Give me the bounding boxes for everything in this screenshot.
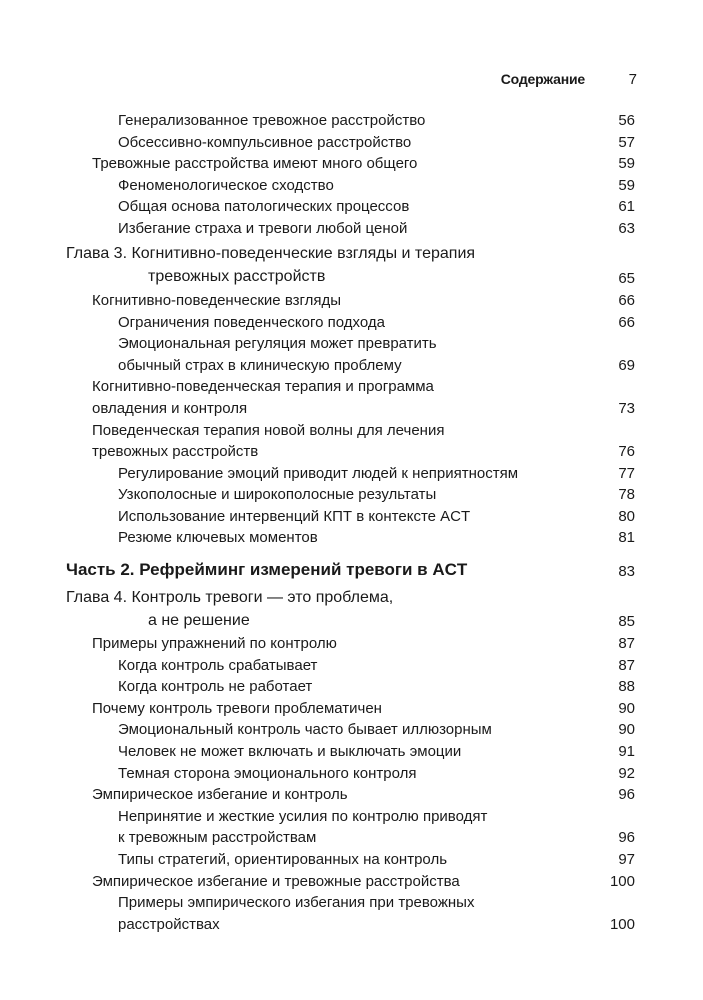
toc-page-number: 100 (609, 873, 635, 890)
toc-entry (118, 218, 407, 239)
toc-page-number: 85 (618, 613, 635, 630)
toc-entry-text: Общая основа патологических процессов (118, 198, 410, 215)
toc-entry (118, 312, 385, 333)
toc-entry (118, 763, 416, 784)
toc-entry (92, 698, 382, 719)
toc-entry (118, 506, 470, 527)
toc-page-number: 66 (618, 292, 635, 309)
toc-entry-text: Ограничения поведенческого подхода (118, 314, 385, 331)
toc-page-number: 76 (618, 443, 635, 460)
toc-entry-continuation (118, 355, 402, 376)
toc-entry-text: расстройствах (118, 916, 220, 933)
toc-entry-text: Поведенческая терапия новой волны для лечения (92, 422, 445, 439)
toc-entry-text: а не решение (148, 612, 250, 629)
toc-entry (118, 676, 312, 697)
header-page-number: 7 (628, 71, 637, 88)
toc-chapter-heading (66, 243, 475, 264)
toc-entry-text: Примеры упражнений по контролю (92, 635, 337, 652)
toc-page-number: 73 (618, 400, 635, 417)
header-title: Содержание (500, 71, 585, 87)
toc-page-number: 91 (618, 743, 635, 760)
toc-entry-text: к тревожным расстройствам (118, 829, 317, 846)
toc-chapter-heading (66, 587, 393, 608)
toc-page-number: 81 (618, 529, 635, 546)
toc-page-number: 63 (618, 220, 635, 237)
toc-entry-text: Часть 2. Рефрейминг измерений тревоги в ACT (66, 560, 468, 579)
toc-chapter-heading-continuation (148, 610, 250, 631)
toc-entry-text: Эмоциональная регуляция может превратить (118, 335, 437, 352)
toc-page-number: 87 (618, 657, 635, 674)
toc-entry-text: обычный страх в клиническую проблему (118, 357, 402, 374)
toc-entry (118, 655, 317, 676)
toc-entry-text: Непринятие и жесткие усилия по контролю приводят (118, 808, 488, 825)
toc-entry (118, 175, 334, 196)
toc-entry (92, 376, 434, 397)
toc-page-number: 90 (618, 721, 635, 738)
toc-page-number: 65 (618, 270, 635, 287)
toc-entry (118, 463, 518, 484)
toc-entry (118, 849, 447, 870)
toc-page-number: 66 (618, 314, 635, 331)
toc-entry-continuation (92, 441, 258, 462)
toc-entry (92, 784, 348, 805)
toc-entry-continuation (118, 914, 220, 935)
toc-entry (118, 196, 409, 217)
toc-entry (92, 153, 417, 174)
toc-page-number: 57 (618, 134, 635, 151)
toc-page-number: 56 (618, 112, 635, 129)
toc-entry-text: Узкополосные и широкополосные результаты (118, 486, 437, 503)
toc-entry-text: Эмоциональный контроль часто бывает иллюзорным (118, 721, 492, 738)
toc-entry-text: овладения и контроля (92, 400, 248, 417)
toc-page-number: 96 (618, 829, 635, 846)
toc-entry-text: Резюме ключевых моментов (118, 529, 318, 546)
toc-entry-text: Когнитивно-поведенческая терапия и программа (92, 378, 434, 395)
toc-entry-text: Обсессивно-компульсивное расстройство (118, 134, 412, 151)
toc-entry-text: Генерализованное тревожное расстройство (118, 112, 426, 129)
toc-entry-text: тревожных расстройств (92, 443, 259, 460)
toc-entry (118, 484, 436, 505)
toc-entry-text: Когда контроль срабатывает (118, 657, 318, 674)
toc-entry-text: Эмпирическое избегание и тревожные расстройства (92, 873, 460, 890)
toc-entry-text: Темная сторона эмоционального контроля (118, 765, 417, 782)
toc-entry-continuation (92, 398, 247, 419)
toc-entry-text: Избегание страха и тревоги любой ценой (118, 220, 408, 237)
toc-entry (92, 633, 337, 654)
toc-entry-text: Когнитивно-поведенческие взгляды (92, 292, 342, 309)
toc-entry-text: Почему контроль тревоги проблематичен (92, 700, 382, 717)
toc-entry (92, 290, 341, 311)
toc-entry-text: Эмпирическое избегание и контроль (92, 786, 348, 803)
toc-page-number: 100 (609, 916, 635, 933)
toc-entry (92, 420, 444, 441)
toc-entry (118, 132, 411, 153)
toc-page-number: 69 (618, 357, 635, 374)
toc-part-heading (66, 559, 467, 581)
toc-page-number: 83 (618, 563, 635, 580)
toc-entry (118, 806, 487, 827)
toc-page-number: 59 (618, 177, 635, 194)
toc-entry-text: Примеры эмпирического избегания при тревожных (118, 894, 475, 911)
toc-entry-text: Регулирование эмоций приводит людей к неприятностям (118, 465, 519, 482)
toc-chapter-heading-continuation (148, 266, 325, 287)
toc-page-number: 78 (618, 486, 635, 503)
toc-entry (118, 333, 437, 354)
toc-entry-text: Использование интервенций КПТ в контексте ACT (118, 508, 471, 525)
toc-entry-text: Глава 4. Контроль тревоги — это проблема, (66, 589, 394, 606)
toc-entry-text: Человек не может включать и выключать эмоции (118, 743, 462, 760)
toc-page-number: 97 (618, 851, 635, 868)
toc-page-number: 90 (618, 700, 635, 717)
toc-entry (118, 892, 474, 913)
toc-entry-text: Феноменологическое сходство (118, 177, 334, 194)
running-header (0, 71, 703, 91)
toc-entry (118, 527, 318, 548)
toc-page-number: 77 (618, 465, 635, 482)
toc-page-number: 61 (618, 198, 635, 215)
toc-page-number: 87 (618, 635, 635, 652)
toc-page-number: 96 (618, 786, 635, 803)
toc-entry-text: Глава 3. Когнитивно-поведенческие взгляды и терапия (66, 245, 476, 262)
toc-page-number: 59 (618, 155, 635, 172)
toc-page-number: 88 (618, 678, 635, 695)
toc-entry-text: тревожных расстройств (148, 268, 326, 285)
toc-page-number: 80 (618, 508, 635, 525)
toc-entry (118, 719, 492, 740)
toc-entry-text: Тревожные расстройства имеют много общего (92, 155, 418, 172)
toc-entry-text: Типы стратегий, ориентированных на контроль (118, 851, 448, 868)
toc-entry (118, 741, 461, 762)
toc-page-number: 92 (618, 765, 635, 782)
toc-entry (118, 110, 425, 131)
toc-entry-text: Когда контроль не работает (118, 678, 313, 695)
toc-entry-continuation (118, 827, 316, 848)
toc-entry (92, 871, 460, 892)
